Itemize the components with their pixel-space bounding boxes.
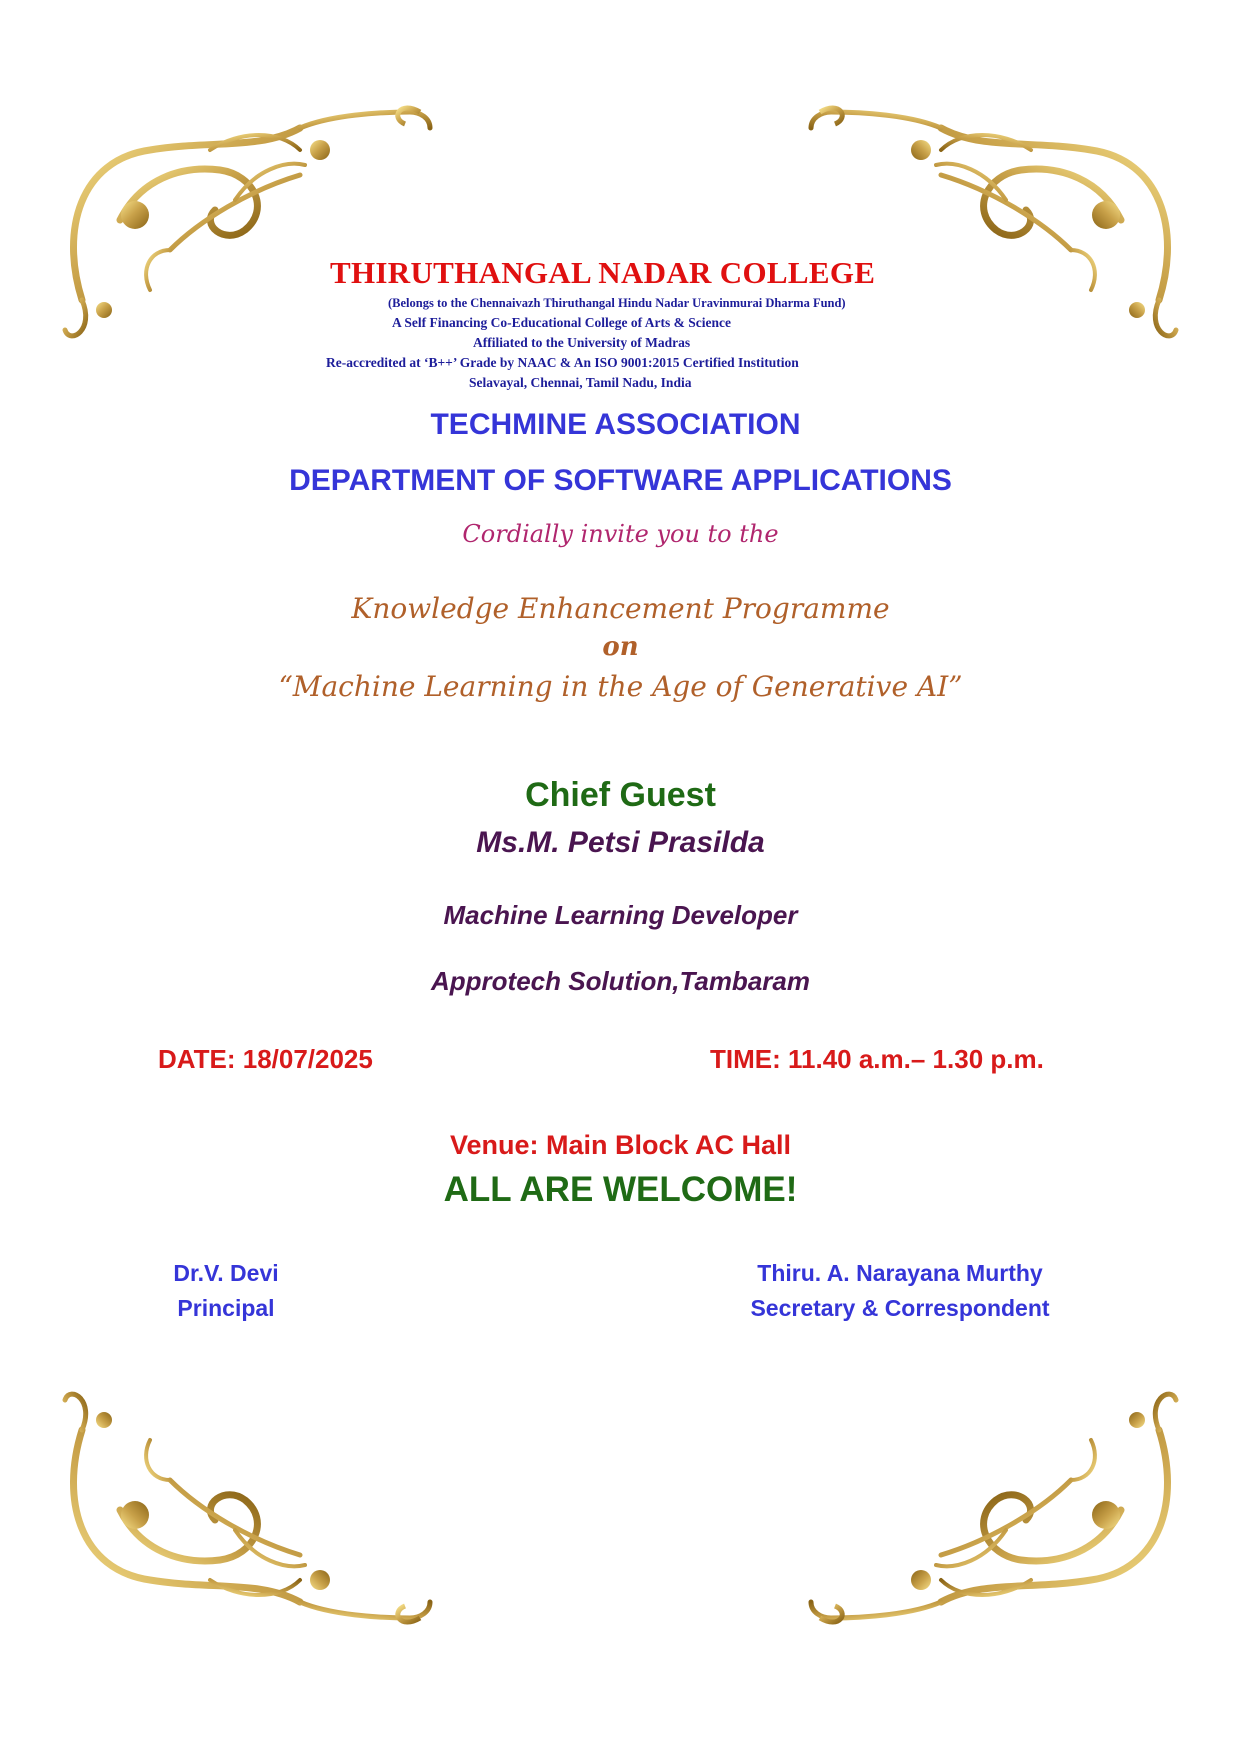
event-date: DATE: 18/07/2025 xyxy=(158,1044,373,1074)
chief-guest-organization: Approtech Solution,Tambaram xyxy=(431,966,810,996)
invite-line: Cordially invite you to the xyxy=(462,520,779,548)
signatory-right-title: Secretary & Correspondent xyxy=(750,1295,1050,1321)
affiliation-line-2: A Self Financing Co-Educational College of Arts & Science xyxy=(392,315,731,330)
affiliation-line-1: (Belongs to the Chennaivazh Thiruthangal Hindu Nadar Uravinmurai Dharma Fund) xyxy=(388,296,846,310)
event-venue: Venue: Main Block AC Hall xyxy=(449,1130,792,1160)
welcome-message: ALL ARE WELCOME! xyxy=(443,1170,798,1209)
affiliation-line-5: Selavayal, Chennai, Tamil Nadu, India xyxy=(469,375,692,390)
programme-title: Knowledge Enhancement Programme xyxy=(351,592,890,625)
chief-guest-heading: Chief Guest xyxy=(525,776,716,814)
affiliation-line-4: Re-accredited at ‘B++’ Grade by NAAC & An ISO 9001:2015 Certified Institution xyxy=(326,355,799,370)
programme-topic: “Machine Learning in the Age of Generative AI” xyxy=(278,670,963,703)
department-title: DEPARTMENT OF SOFTWARE APPLICATIONS xyxy=(289,464,952,497)
signatory-right-name: Thiru. A. Narayana Murthy xyxy=(757,1260,1043,1286)
event-time: TIME: 11.40 a.m.– 1.30 p.m. xyxy=(710,1044,1044,1074)
chief-guest-name: Ms.M. Petsi Prasilda xyxy=(476,826,765,859)
association-title: TECHMINE ASSOCIATION xyxy=(430,408,801,441)
programme-connector: on xyxy=(602,632,639,662)
affiliation-line-3: Affiliated to the University of Madras xyxy=(473,335,691,350)
signatory-left-name: Dr.V. Devi xyxy=(173,1260,279,1286)
corner-ornament xyxy=(65,112,430,336)
chief-guest-designation: Machine Learning Developer xyxy=(443,900,798,930)
signatory-left-title: Principal xyxy=(177,1295,275,1321)
college-name: THIRUTHANGAL NADAR COLLEGE xyxy=(330,255,876,290)
